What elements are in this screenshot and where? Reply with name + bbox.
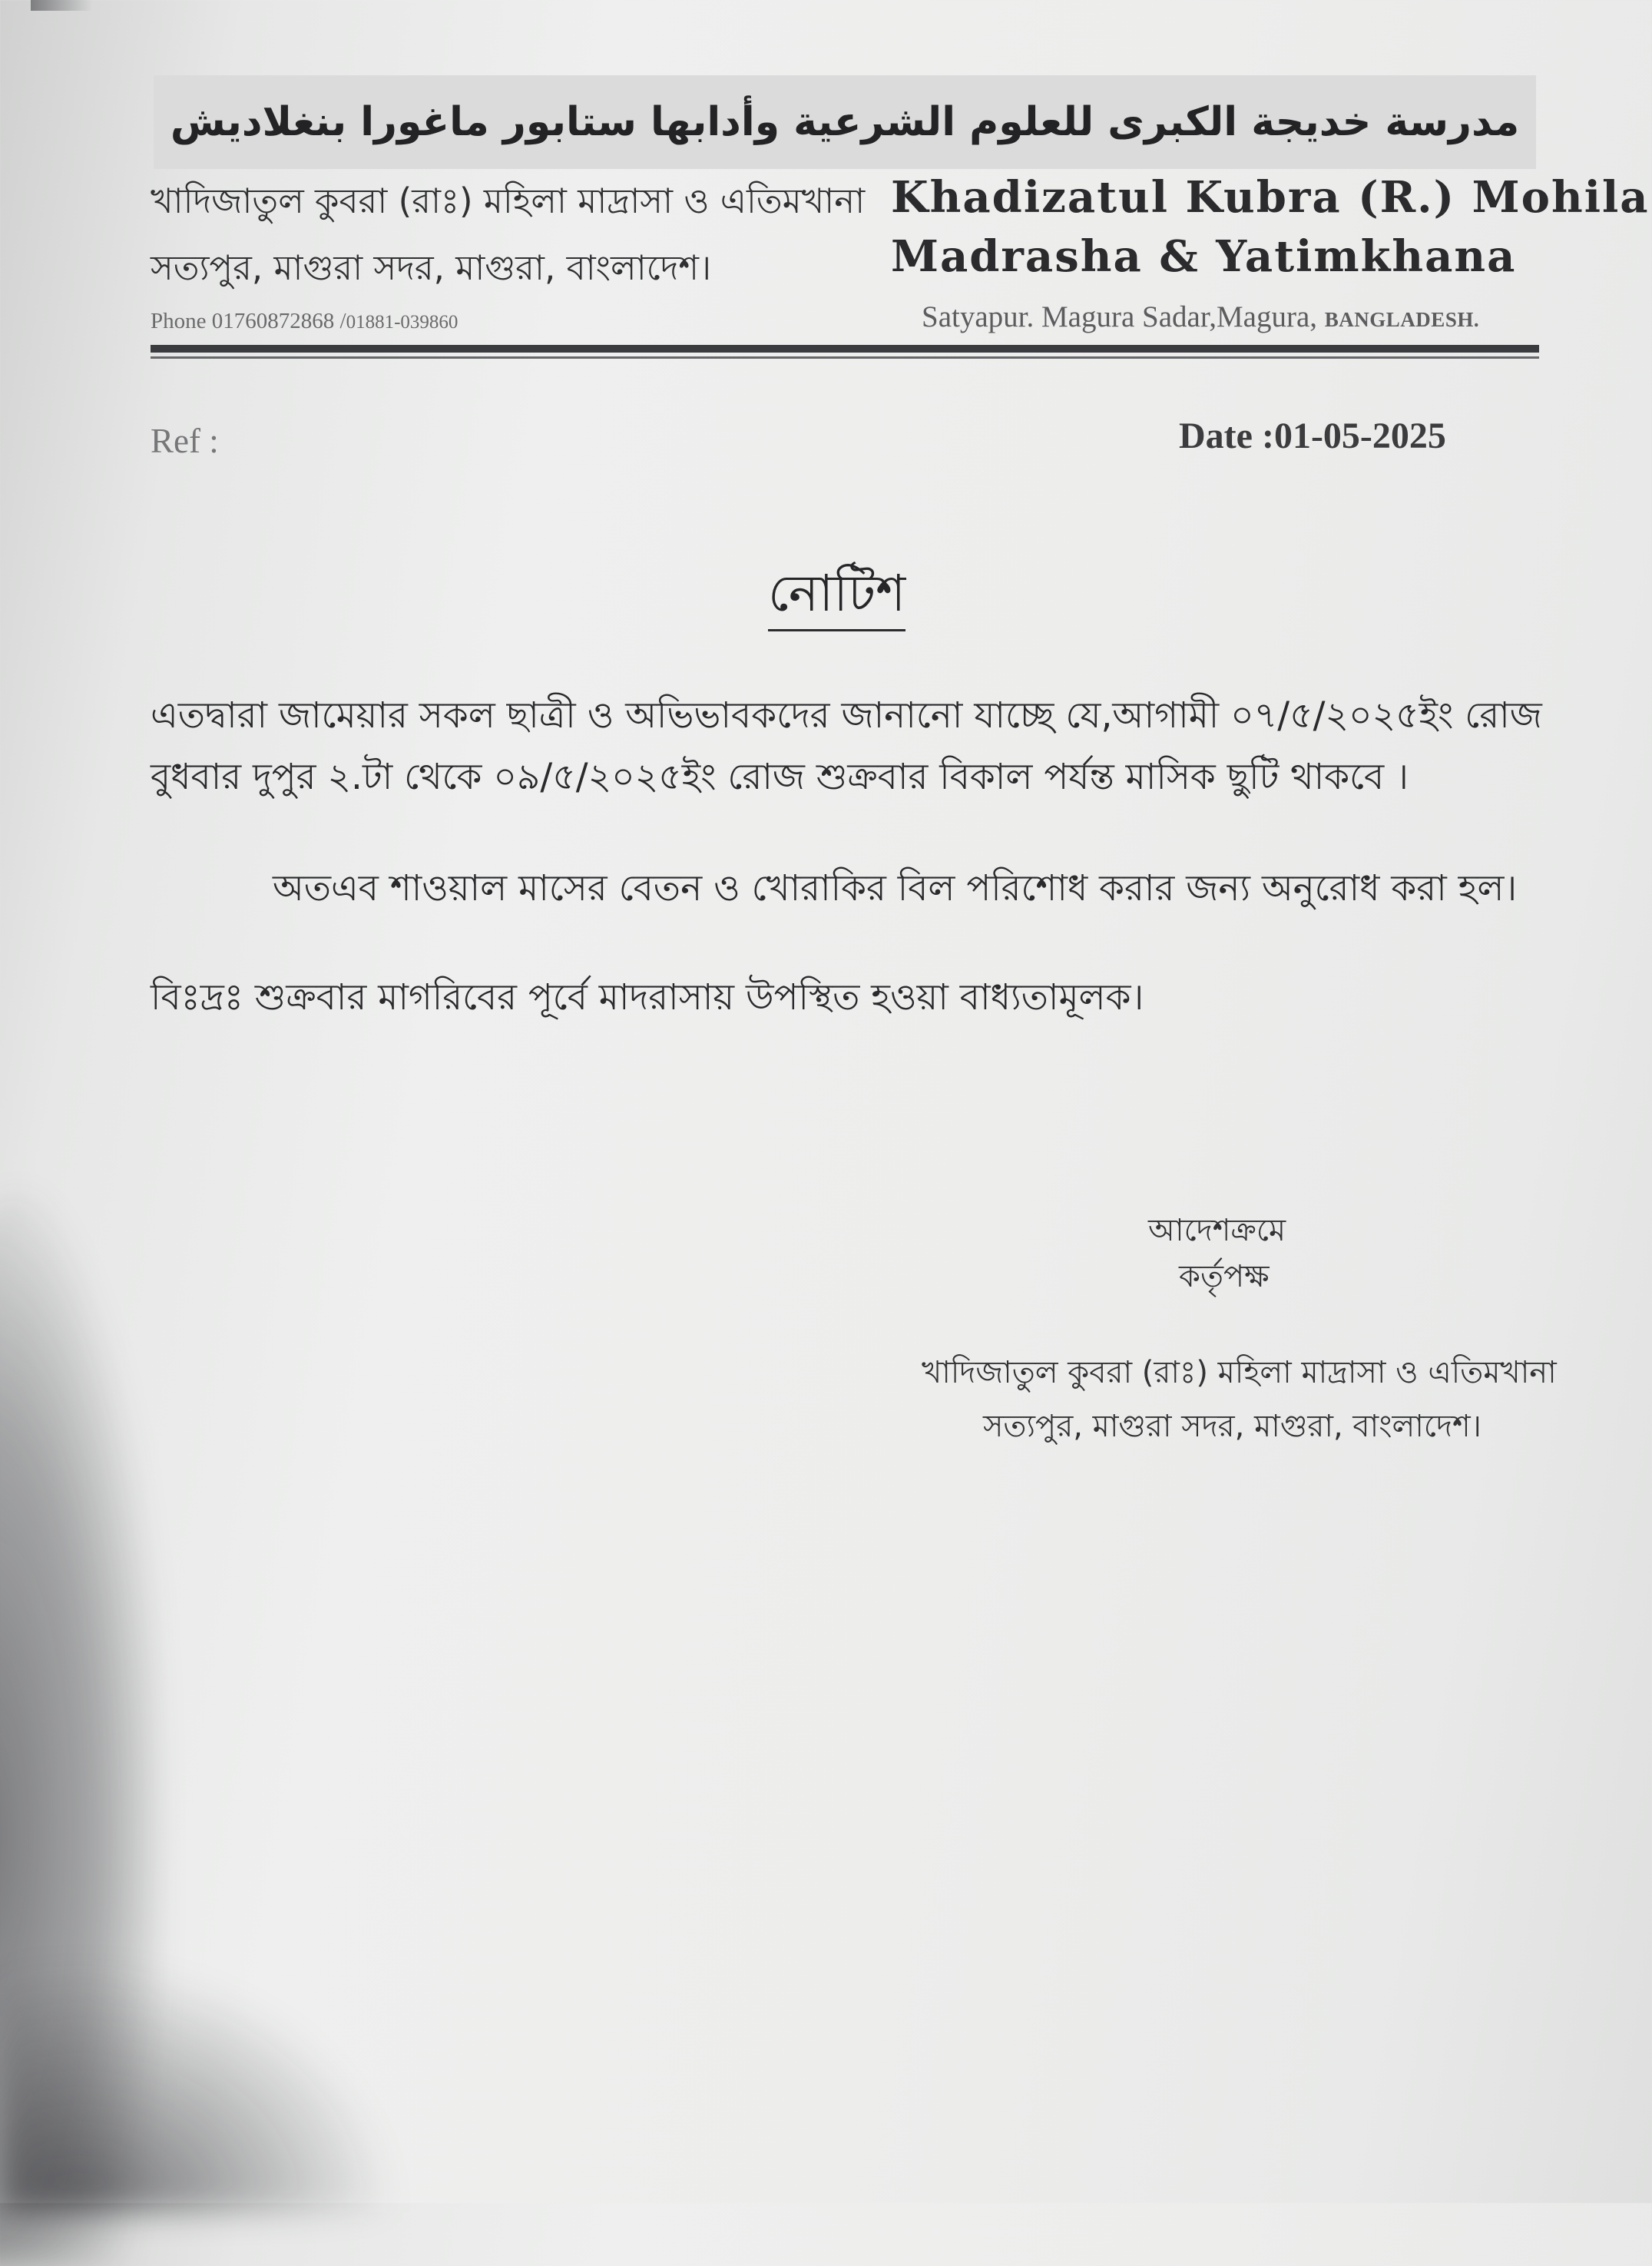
header-divider-thin — [151, 356, 1539, 359]
signature-authority: কর্তৃপক্ষ — [1179, 1259, 1270, 1294]
paper-edge-mark — [31, 0, 92, 11]
letterhead-english-name-line1: Khadizatul Kubra (R.) Mohila — [891, 172, 1650, 223]
letterhead-bangla-address: সত্যপুর, মাগুরা সদর, মাগুরা, বাংলাদেশ। — [151, 247, 712, 288]
signature-address: সত্যপুর, মাগুরা সদর, মাগুরা, বাংলাদেশ। — [983, 1409, 1482, 1444]
letterhead-english-name-line2: Madrasha & Yatimkhana — [891, 231, 1517, 282]
arabic-letterhead-title: مدرسة خديجة الكبرى للعلوم الشرعية وأدابها ستابور ماغورا بنغلاديش — [154, 75, 1536, 169]
body-paragraph1-line2: বুধবার দুপুর ২.টা থেকে ০৯/৫/২০২৫ইং রোজ শুক্রবার বিকাল পর্যন্ত মাসিক ছুটি থাকবে । — [151, 756, 1409, 798]
letterhead-english-address — [922, 300, 1479, 334]
phone-secondary: 01881-039860 — [346, 312, 459, 333]
english-address-text: Satyapur. Magura Sadar,Magura, — [922, 300, 1318, 333]
notice-date: Date :01-05-2025 — [1179, 416, 1446, 456]
notice-title: নোটিশ — [768, 565, 905, 631]
phone-primary: Phone 01760872868 / — [151, 309, 346, 333]
signature-institution: খাদিজাতুল কুবরা (রাঃ) মহিলা মাদ্রাসা ও এতিমখানা — [922, 1355, 1557, 1390]
letterhead-bangla-name: খাদিজাতুল কুবরা (রাঃ) মহিলা মাদ্রাসা ও এতিমখানা — [151, 181, 866, 221]
body-paragraph2: অতএব শাওয়াল মাসের বেতন ও খোরাকির বিল পরিশোধ করার জন্য অনুরোধ করা হল। — [273, 867, 1518, 909]
body-note: বিঃদ্রঃ শুক্রবার মাগরিবের পূর্বে মাদরাসায় উপস্থিত হওয়া বাধ্যতামূলক। — [151, 976, 1144, 1019]
corner-shadow — [0, 1959, 399, 2212]
body-paragraph1-line1: এতদ্বারা জামেয়ার সকল ছাত্রী ও অভিভাবকদের জানানো যাচ্ছে যে,আগামী ০৭/৫/২০২৫ইং রোজ — [151, 694, 1542, 737]
letterhead-phone — [151, 309, 458, 334]
ref-label: Ref : — [151, 422, 219, 460]
header-divider-thick — [151, 345, 1539, 353]
signature-by-order: আদেশক্রমে — [1148, 1213, 1286, 1248]
english-country: BANGLADESH. — [1324, 308, 1480, 331]
